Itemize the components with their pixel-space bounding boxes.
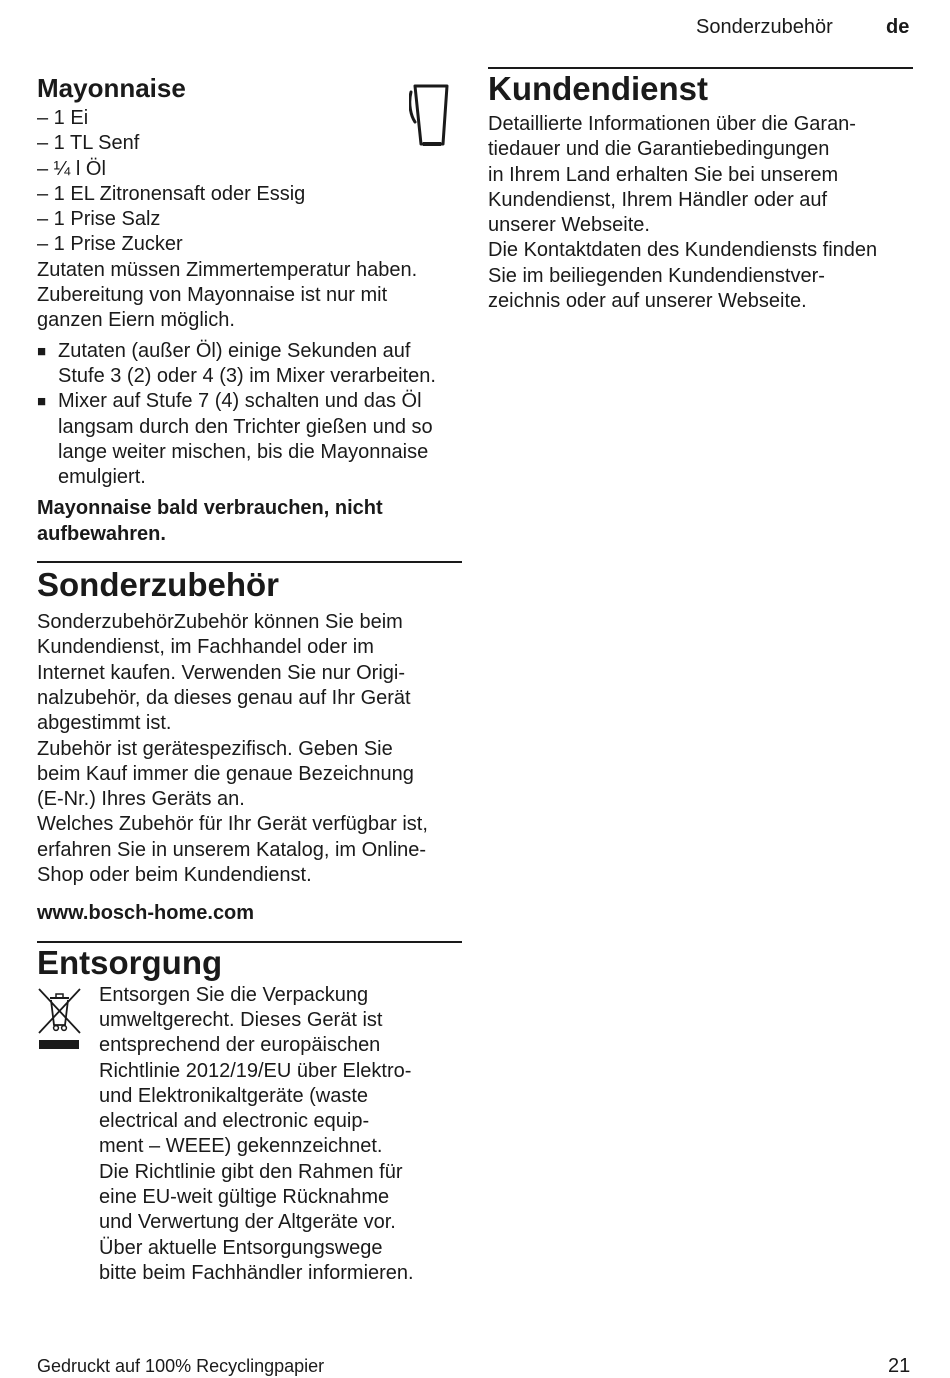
- warning-line: aufbewahren.: [37, 522, 166, 545]
- section-rule: [37, 561, 462, 563]
- body-line: und Elektronikaltgeräte (waste: [99, 1084, 369, 1107]
- body-line: Detaillierte Informationen über die Garan-: [488, 113, 856, 135]
- step-line: emulgiert.: [58, 466, 146, 489]
- body-line: SonderzubehörZubehör können Sie beim: [37, 611, 403, 634]
- entsorgung-title: Entsorgung: [37, 943, 223, 981]
- entsorgung-content: [37, 983, 462, 1287]
- body-line: erfahren Sie in unserem Katalog, im Online-: [37, 838, 427, 861]
- body-line: Richtlinie 2012/19/EU über Elektro-: [99, 1059, 412, 1082]
- body-line: bitte beim Fachhändler informieren.: [99, 1261, 414, 1284]
- step-item: [37, 389, 462, 490]
- step-list: [37, 339, 462, 491]
- ingredient-list: [37, 106, 462, 258]
- step-item: [37, 339, 462, 390]
- body-line: tiedauer und die Garantiebedingungen: [488, 138, 830, 161]
- step-line: Mixer auf Stufe 7 (4) schalten und das Öl: [58, 390, 422, 413]
- body-line: Zubehör ist gerätespezifisch. Geben Sie: [37, 737, 393, 760]
- mayonnaise-notes: [37, 258, 462, 334]
- ingredient-item: – ¼ l Öl: [37, 157, 106, 180]
- sonderzubehoer-body: [37, 610, 462, 888]
- mayonnaise-warning: [37, 496, 462, 547]
- body-line: beim Kauf immer die genaue Bezeichnung: [37, 762, 414, 785]
- step-line: Stufe 3 (2) oder 4 (3) im Mixer verarbeiten.: [58, 364, 436, 387]
- footer-note: Gedruckt auf 100% Recyclingpapier: [37, 1356, 325, 1376]
- body-line: electrical and electronic equip-: [99, 1110, 370, 1133]
- ingredient-item: – 1 TL Senf: [37, 132, 140, 155]
- kundendienst-section: [488, 67, 913, 314]
- right-column: [488, 67, 913, 314]
- warning-line: Mayonnaise bald verbrauchen, nicht: [37, 497, 383, 520]
- body-line: Kundendienst, Ihrem Händler oder auf: [488, 188, 828, 211]
- body-line: zeichnis oder auf unserer Webseite.: [488, 290, 807, 313]
- step-line: lange weiter mischen, bis die Mayonnaise: [58, 440, 429, 463]
- body-line: in Ihrem Land erhalten Sie bei unserem: [488, 163, 839, 186]
- body-line: Über aktuelle Entsorgungswege: [99, 1236, 383, 1259]
- note-line: Zubereitung von Mayonnaise ist nur mit: [37, 284, 388, 307]
- body-line: (E-Nr.) Ihres Geräts an.: [37, 788, 245, 811]
- body-line: Internet kaufen. Verwenden Sie nur Origi-: [37, 661, 405, 684]
- kundendienst-title: Kundendienst: [488, 70, 708, 107]
- step-line: Zutaten (außer Öl) einige Sekunden auf: [58, 339, 411, 362]
- page-number: 21: [888, 1355, 911, 1377]
- ingredient-item: – 1 Ei: [37, 107, 89, 129]
- body-line: Sie im beiliegenden Kundendienstver-: [488, 264, 825, 287]
- body-line: ment – WEEE) gekennzeichnet.: [99, 1135, 383, 1158]
- body-line: Welches Zubehör für Ihr Gerät verfügbar ist,: [37, 813, 428, 836]
- ingredient-item: – 1 Prise Zucker: [37, 233, 183, 256]
- note-line: ganzen Eiern möglich.: [37, 309, 235, 332]
- entsorgung-section: [37, 941, 462, 1287]
- body-line: eine EU-weit gültige Rücknahme: [99, 1185, 390, 1208]
- kundendienst-body: [488, 112, 913, 314]
- blender-jar-icon: [409, 82, 453, 155]
- ingredient-item: – 1 EL Zitronensaft oder Essig: [37, 182, 306, 205]
- ingredient-item: – 1 Prise Salz: [37, 208, 161, 231]
- bullet-square-icon: ■: [37, 342, 47, 360]
- body-line: Kundendienst, im Fachhandel oder im: [37, 636, 374, 659]
- crossed-bin-icon: [37, 987, 83, 1058]
- body-line: nalzubehör, da dieses genau auf Ihr Gerät: [37, 686, 411, 709]
- body-line: Entsorgen Sie die Verpackung: [99, 983, 369, 1006]
- body-line: umweltgerecht. Dieses Gerät ist: [99, 1008, 383, 1031]
- bullet-square-icon: ■: [37, 393, 47, 411]
- body-line: unserer Webseite.: [488, 214, 650, 237]
- step-line: langsam durch den Trichter gießen und so: [58, 415, 433, 438]
- body-line: entsprechend der europäischen: [99, 1034, 381, 1057]
- running-header-section: Sonderzubehör: [696, 16, 833, 38]
- body-line: abgestimmt ist.: [37, 712, 172, 735]
- body-line: Die Richtlinie gibt den Rahmen für: [99, 1160, 403, 1183]
- body-line: Shop oder beim Kundendienst.: [37, 864, 312, 887]
- website-link[interactable]: www.bosch-home.com: [37, 902, 255, 925]
- left-column: [37, 72, 462, 1286]
- note-line: Zutaten müssen Zimmertemperatur haben.: [37, 258, 418, 281]
- mayonnaise-title: Mayonnaise: [37, 73, 186, 103]
- body-line: und Verwertung der Altgeräte vor.: [99, 1211, 396, 1234]
- sonderzubehoer-section: [37, 561, 462, 927]
- running-header-language: de: [886, 16, 910, 38]
- sonderzubehoer-title: Sonderzubehör: [37, 566, 280, 604]
- mayonnaise-section: [37, 72, 462, 547]
- body-line: Die Kontaktdaten des Kundendiensts finden: [488, 239, 878, 262]
